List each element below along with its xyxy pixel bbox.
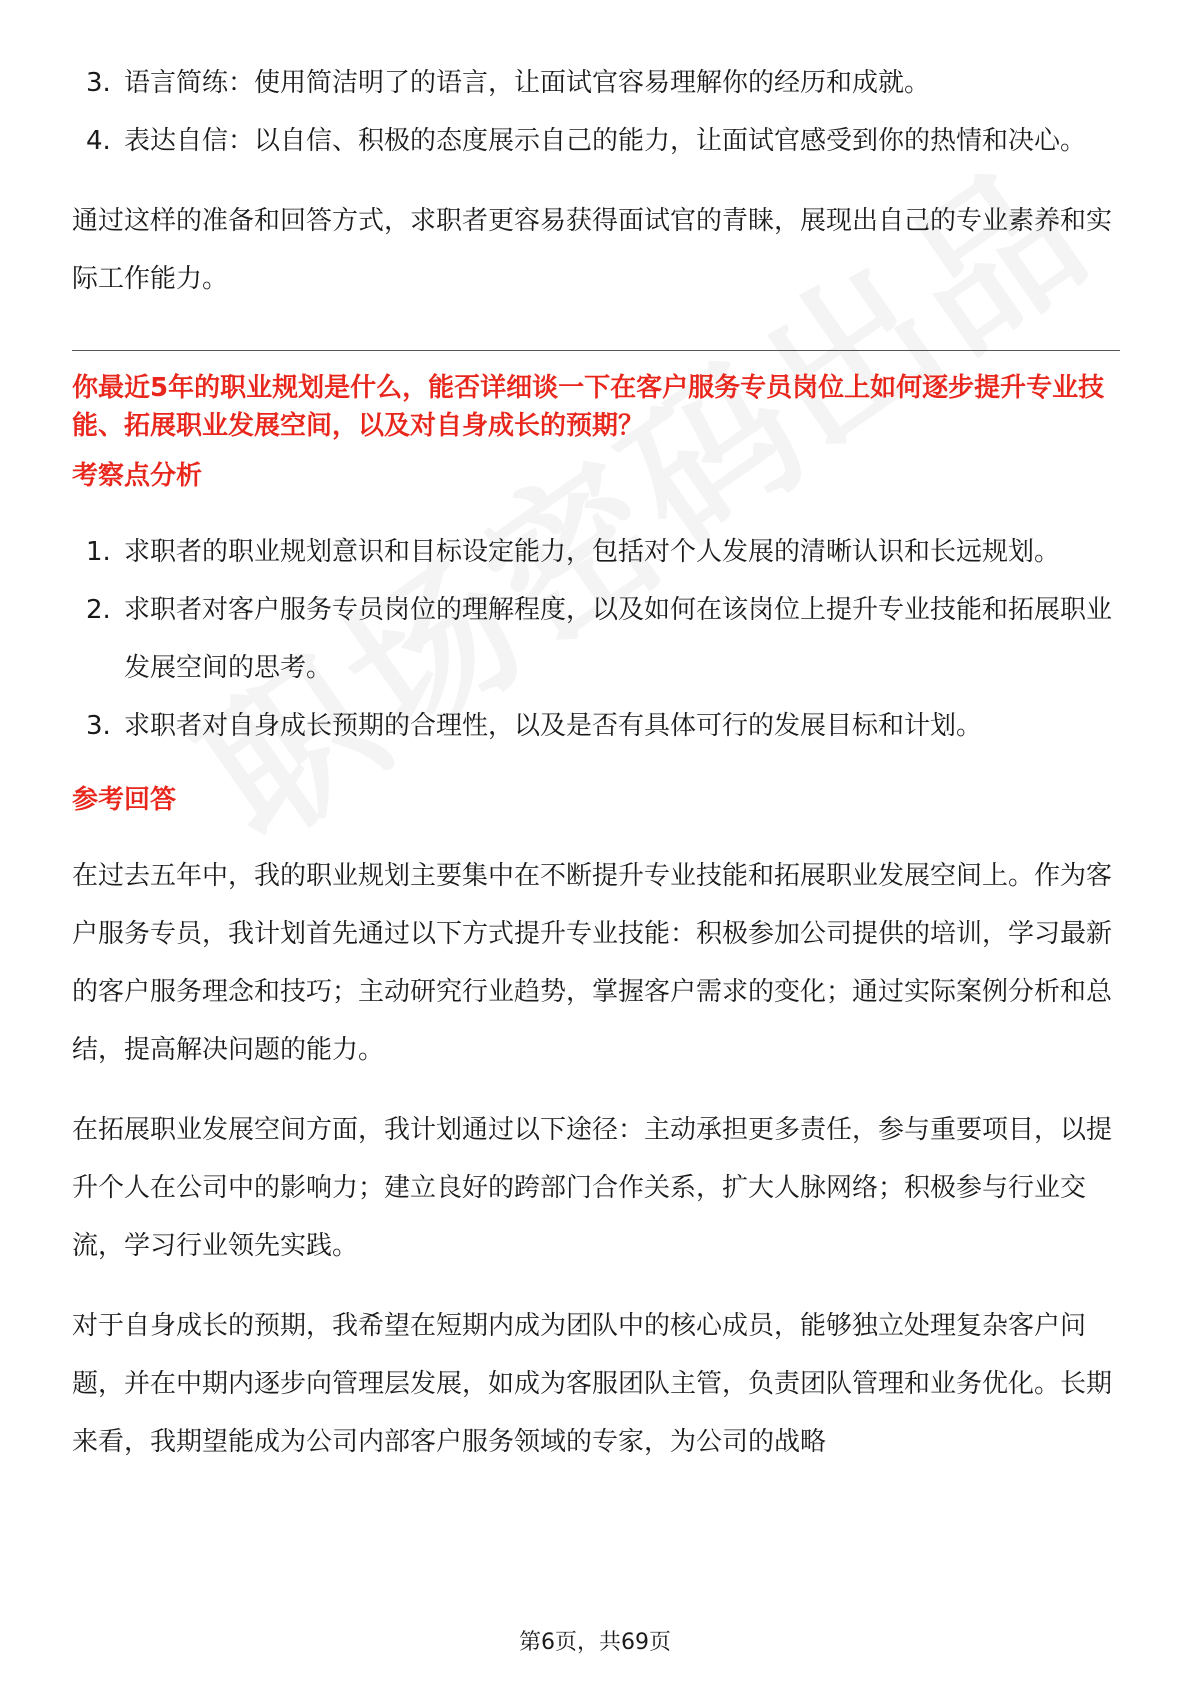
list-item: [72, 112, 1120, 170]
intro-list: [72, 54, 1120, 170]
list-text: 语言简练：使用简洁明了的语言，让面试官容易理解你的经历和成就。: [124, 68, 931, 98]
list-item: [72, 54, 1120, 112]
answer-paragraph: 对于自身成长的预期，我希望在短期内成为团队中的核心成员，能够独立处理复杂客户问题，并在中期内逐步向管理层发展，如成为客服团队主管，负责团队管理和业务优化。长期来看，我期望能成为公司内部客户服务领域的专家，为公司的战略: [72, 1311, 1113, 1457]
list-text: 求职者的职业规划意识和目标设定能力，包括对个人发展的清晰认识和长远规划。: [124, 537, 1061, 567]
list-number: 3.: [86, 68, 111, 98]
list-number: 2.: [86, 595, 111, 625]
analysis-heading: 考察点分析: [72, 461, 203, 491]
page-content: [72, 60, 1120, 1471]
section-divider: [72, 350, 1120, 351]
answer-paragraph: 在过去五年中，我的职业规划主要集中在不断提升专业技能和拓展职业发展空间上。作为客户服务专员，我计划首先通过以下方式提升专业技能：积极参加公司提供的培训，学习最新的客户服务理念和技巧；主动研究行业趋势，掌握客户需求的变化；通过实际案例分析和总结，提高解决问题的能力。: [72, 861, 1113, 1065]
question-heading: 你最近5年的职业规划是什么，能否详细谈一下在客户服务专员岗位上如何逐步提升专业技能、拓展职业发展空间，以及对自身成长的预期？: [72, 373, 1105, 441]
list-number: 3.: [86, 711, 111, 741]
answer-paragraph: 在拓展职业发展空间方面，我计划通过以下途径：主动承担更多责任，参与重要项目，以提升个人在公司中的影响力；建立良好的跨部门合作关系，扩大人脉网络；积极参与行业交流，学习行业领先实践。: [72, 1115, 1113, 1261]
list-text: 求职者对自身成长预期的合理性，以及是否有具体可行的发展目标和计划。: [124, 711, 983, 741]
list-item: [72, 581, 1120, 697]
list-number: 1.: [86, 537, 111, 567]
list-text: 求职者对客户服务专员岗位的理解程度，以及如何在该岗位上提升专业技能和拓展职业发展空间的思考。: [124, 595, 1113, 683]
list-item: [72, 697, 1120, 755]
closing-paragraph: 通过这样的准备和回答方式，求职者更容易获得面试官的青睐，展现出自己的专业素养和实际工作能力。: [72, 206, 1113, 294]
page-footer: 第6页，共69页: [519, 1630, 671, 1655]
list-text: 表达自信：以自信、积极的态度展示自己的能力，让面试官感受到你的热情和决心。: [124, 126, 1087, 156]
list-number: 4.: [86, 126, 111, 156]
list-item: [72, 523, 1120, 581]
analysis-list: [72, 523, 1120, 755]
answer-heading: 参考回答: [72, 785, 177, 815]
